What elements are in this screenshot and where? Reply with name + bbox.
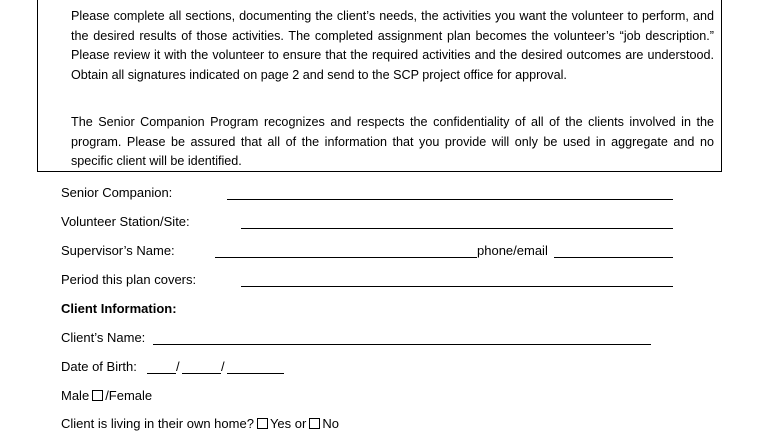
yes-checkbox[interactable] [257,418,268,429]
dob-month-field[interactable] [147,373,176,374]
dob-year-field[interactable] [227,373,284,374]
senior-companion-label: Senior Companion: [61,185,173,200]
confidentiality-paragraph: The Senior Companion Program recognizes and respects the confidentiality of all of the clients involved in the program. Please be assured that all of the information that you provide will only be used in aggregate and no specific client will be identified. [71,115,714,169]
no-checkbox[interactable] [309,418,320,429]
client-name-field[interactable] [153,344,651,345]
gender-row [61,386,152,406]
senior-companion-field[interactable] [227,199,673,200]
dob-slash-2: / [221,359,225,374]
volunteer-station-field[interactable] [241,228,673,229]
supervisor-name-label: Supervisor’s Name: [61,243,175,258]
period-field[interactable] [241,286,673,287]
instructions-paragraph-1: Please complete all sections, documenting the client’s needs, the activities you want the volunteer to perform, and the desired results of those activities. The completed assignment plan becomes the volunteer’s “job description.” Please review it with the volunteer to ensure that the required activities and the desired outcomes are understood. Obtain all signatures indicated on page 2 and send to the SCP project office for approval. [71,9,714,82]
dob-label: Date of Birth: [61,359,137,374]
client-information-heading: Client Information: [61,301,177,316]
volunteer-station-label: Volunteer Station/Site: [61,214,190,229]
dob-slash-1: / [176,359,180,374]
no-label: No [322,416,339,431]
living-home-label: Client is living in their own home? [61,416,254,431]
phone-email-label: phone/email [477,243,548,258]
male-label: Male [61,388,90,403]
phone-email-field[interactable] [554,257,673,258]
living-home-row [61,414,339,434]
period-label: Period this plan covers: [61,272,197,287]
supervisor-name-field[interactable] [215,257,477,258]
female-label: /Female [105,388,153,403]
male-checkbox[interactable] [92,390,103,401]
dob-day-field[interactable] [182,373,221,374]
client-name-label: Client’s Name: [61,330,146,345]
yes-label: Yes or [269,416,307,431]
